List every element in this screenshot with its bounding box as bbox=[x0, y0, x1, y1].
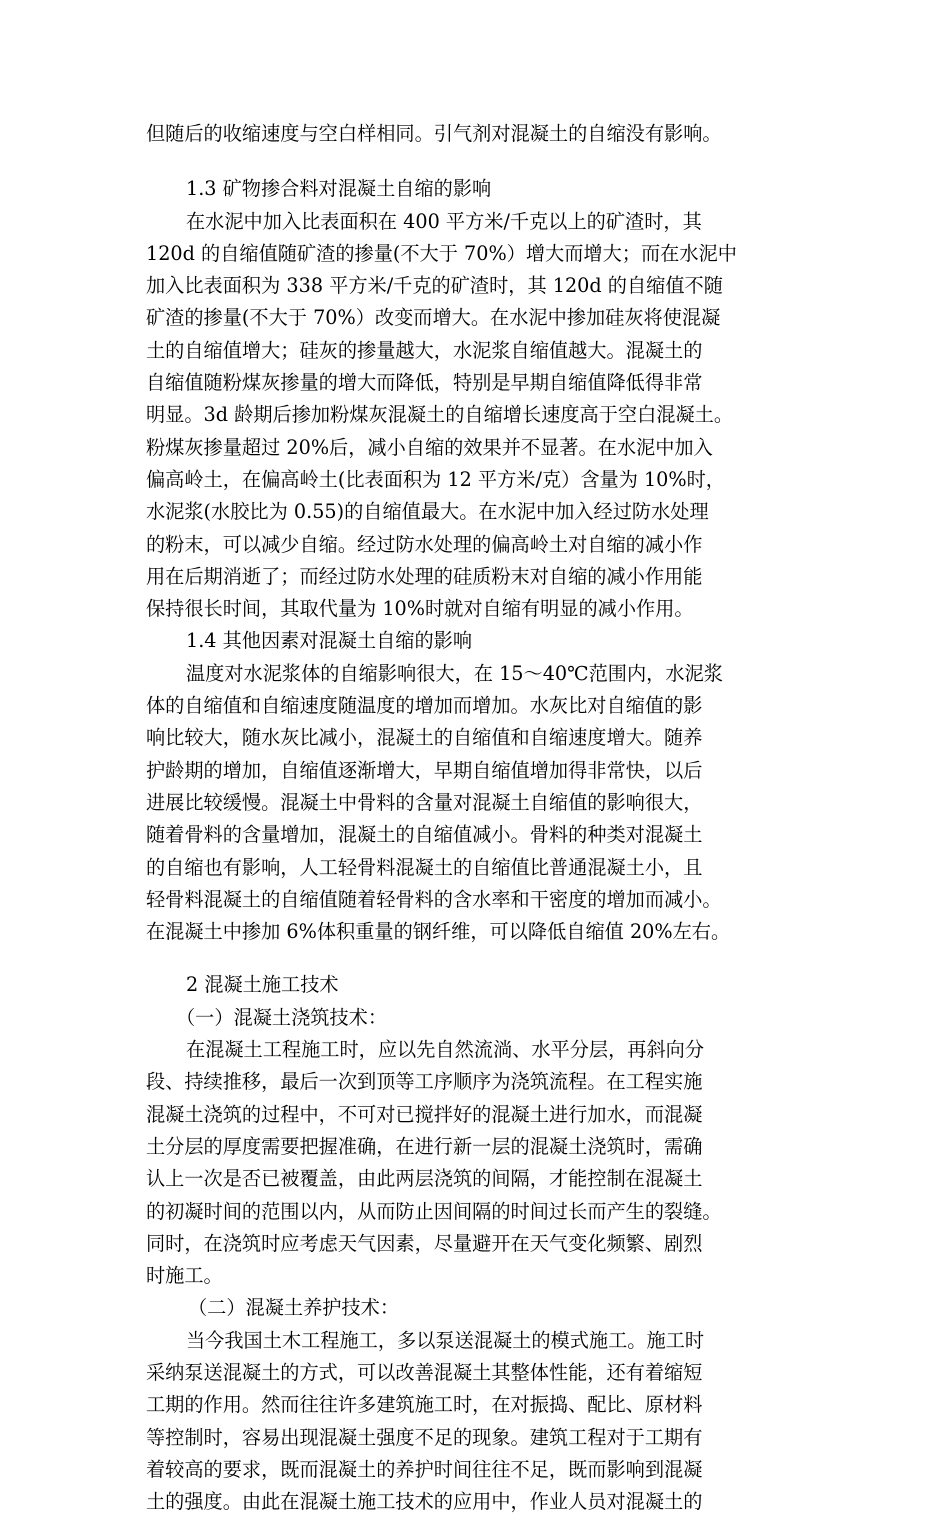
text-line: 认上一次是否已被覆盖，由此两层浇筑的间隔，才能控制在混凝土 bbox=[146, 1167, 703, 1191]
text-line: 120d 的自缩值随矿渣的掺量(不大于 70%）增大而增大；而在水泥中 bbox=[146, 241, 737, 265]
document-body bbox=[146, 118, 836, 1518]
subsection-heading: （二）混凝土养护技术： bbox=[188, 1296, 400, 1320]
text-line: 等控制时，容易出现混凝土强度不足的现象。建筑工程对于工期有 bbox=[146, 1425, 703, 1449]
text-line: 自缩值随粉煤灰掺量的增大而降低，特别是早期自缩值降低得非常 bbox=[146, 371, 703, 395]
text-line: 段、持续推移，最后一次到顶等工序顺序为浇筑流程。在工程实施 bbox=[146, 1070, 703, 1094]
text-line: 时施工。 bbox=[146, 1264, 223, 1288]
text-line: 的初凝时间的范围以内，从而防止因间隔的时间过长而产生的裂缝。 bbox=[146, 1199, 722, 1223]
text-line: 用在后期消逝了；而经过防水处理的硅质粉末对自缩的减小作用能 bbox=[146, 564, 703, 588]
section-1-3 bbox=[146, 173, 836, 625]
paragraph-gap bbox=[146, 948, 836, 969]
text-line: 土的自缩值增大；硅灰的掺量越大，水泥浆自缩值越大。混凝土的 bbox=[146, 338, 703, 362]
text-line: 保持很长时间，其取代量为 10%时就对自缩有明显的减小作用。 bbox=[146, 597, 694, 621]
text-line: 同时，在浇筑时应考虑天气因素，尽量避开在天气变化频繁、剧烈 bbox=[146, 1231, 703, 1255]
text-line: 在混凝土工程施工时，应以先自然流淌、水平分层，再斜向分 bbox=[186, 1038, 705, 1062]
text-line: 明显。3d 龄期后掺加粉煤灰混凝土的自缩增长速度高于空白混凝土。 bbox=[146, 403, 734, 427]
subsection-heading: （一）混凝土浇筑技术： bbox=[176, 1005, 388, 1029]
text-line: 水泥浆(水胶比为 0.55)的自缩值最大。在水泥中加入经过防水处理 bbox=[146, 500, 709, 524]
text-line: 响比较大，随水灰比减小，混凝土的自缩值和自缩速度增大。随养 bbox=[146, 726, 703, 750]
text-line: 进展比较缓慢。混凝土中骨料的含量对混凝土自缩值的影响很大， bbox=[146, 790, 703, 814]
text-line: 矿渣的掺量(不大于 70%）改变而增大。在水泥中掺加硅灰将使混凝 bbox=[146, 306, 721, 330]
text-line: 加入比表面积为 338 平方米/千克的矿渣时，其 120d 的自缩值不随 bbox=[146, 274, 723, 298]
text-line: 的自缩也有影响，人工轻骨料混凝土的自缩值比普通混凝土小，且 bbox=[146, 855, 703, 879]
section-heading: 2 混凝土施工技术 bbox=[186, 973, 339, 997]
text-line: 随着骨料的含量增加，混凝土的自缩值减小。骨料的种类对混凝土 bbox=[146, 823, 703, 847]
text-line: 护龄期的增加，自缩值逐渐增大，早期自缩值增加得非常快，以后 bbox=[146, 758, 703, 782]
text-line: 当今我国土木工程施工，多以泵送混凝土的模式施工。施工时 bbox=[186, 1328, 705, 1352]
text-line: 工期的作用。然而往往许多建筑施工时，在对振捣、配比、原材料 bbox=[146, 1393, 703, 1417]
text-line: 但随后的收缩速度与空白样相同。引气剂对混凝土的自缩没有影响。 bbox=[146, 122, 722, 145]
text-line: 粉煤灰掺量超过 20%后，减小自缩的效果并不显著。在水泥中加入 bbox=[146, 435, 713, 459]
text-line: 土的强度。由此在混凝土施工技术的应用中，作业人员对混凝土的 bbox=[146, 1490, 703, 1514]
text-line: 体的自缩值和自缩速度随温度的增加而增加。水灰比对自缩值的影 bbox=[146, 694, 703, 718]
text-line: 混凝土浇筑的过程中，不可对已搅拌好的混凝土进行加水，而混凝 bbox=[146, 1102, 703, 1126]
text-line: 着较高的要求，既而混凝土的养护时间往往不足，既而影响到混凝 bbox=[146, 1457, 703, 1481]
text-line: 的粉末，可以减少自缩。经过防水处理的偏高岭土对自缩的减小作 bbox=[146, 532, 703, 556]
text-line: 温度对水泥浆体的自缩影响很大，在 15～40℃范围内，水泥浆 bbox=[186, 661, 723, 685]
text-line: 土分层的厚度需要把握准确，在进行新一层的混凝土浇筑时，需确 bbox=[146, 1134, 703, 1158]
section-heading: 1.3 矿物掺合料对混凝土自缩的影响 bbox=[186, 177, 492, 201]
text-line: 在混凝土中掺加 6%体积重量的钢纤维，可以降低自缩值 20%左右。 bbox=[146, 920, 731, 944]
text-line: 在水泥中加入比表面积在 400 平方米/千克以上的矿渣时，其 bbox=[186, 209, 702, 233]
text-line: 偏高岭土，在偏高岭土(比表面积为 12 平方米/克）含量为 10%时， bbox=[146, 467, 725, 491]
text-line: 轻骨料混凝土的自缩值随着轻骨料的含水率和干密度的增加而减小。 bbox=[146, 887, 722, 911]
section-1-4 bbox=[146, 625, 836, 948]
section-2 bbox=[146, 969, 836, 1518]
section-heading: 1.4 其他因素对混凝土自缩的影响 bbox=[186, 629, 473, 653]
paragraph-intro bbox=[146, 118, 836, 150]
text-line: 采纳泵送混凝土的方式，可以改善混凝土其整体性能，还有着缩短 bbox=[146, 1360, 703, 1384]
paragraph-gap bbox=[146, 150, 836, 173]
